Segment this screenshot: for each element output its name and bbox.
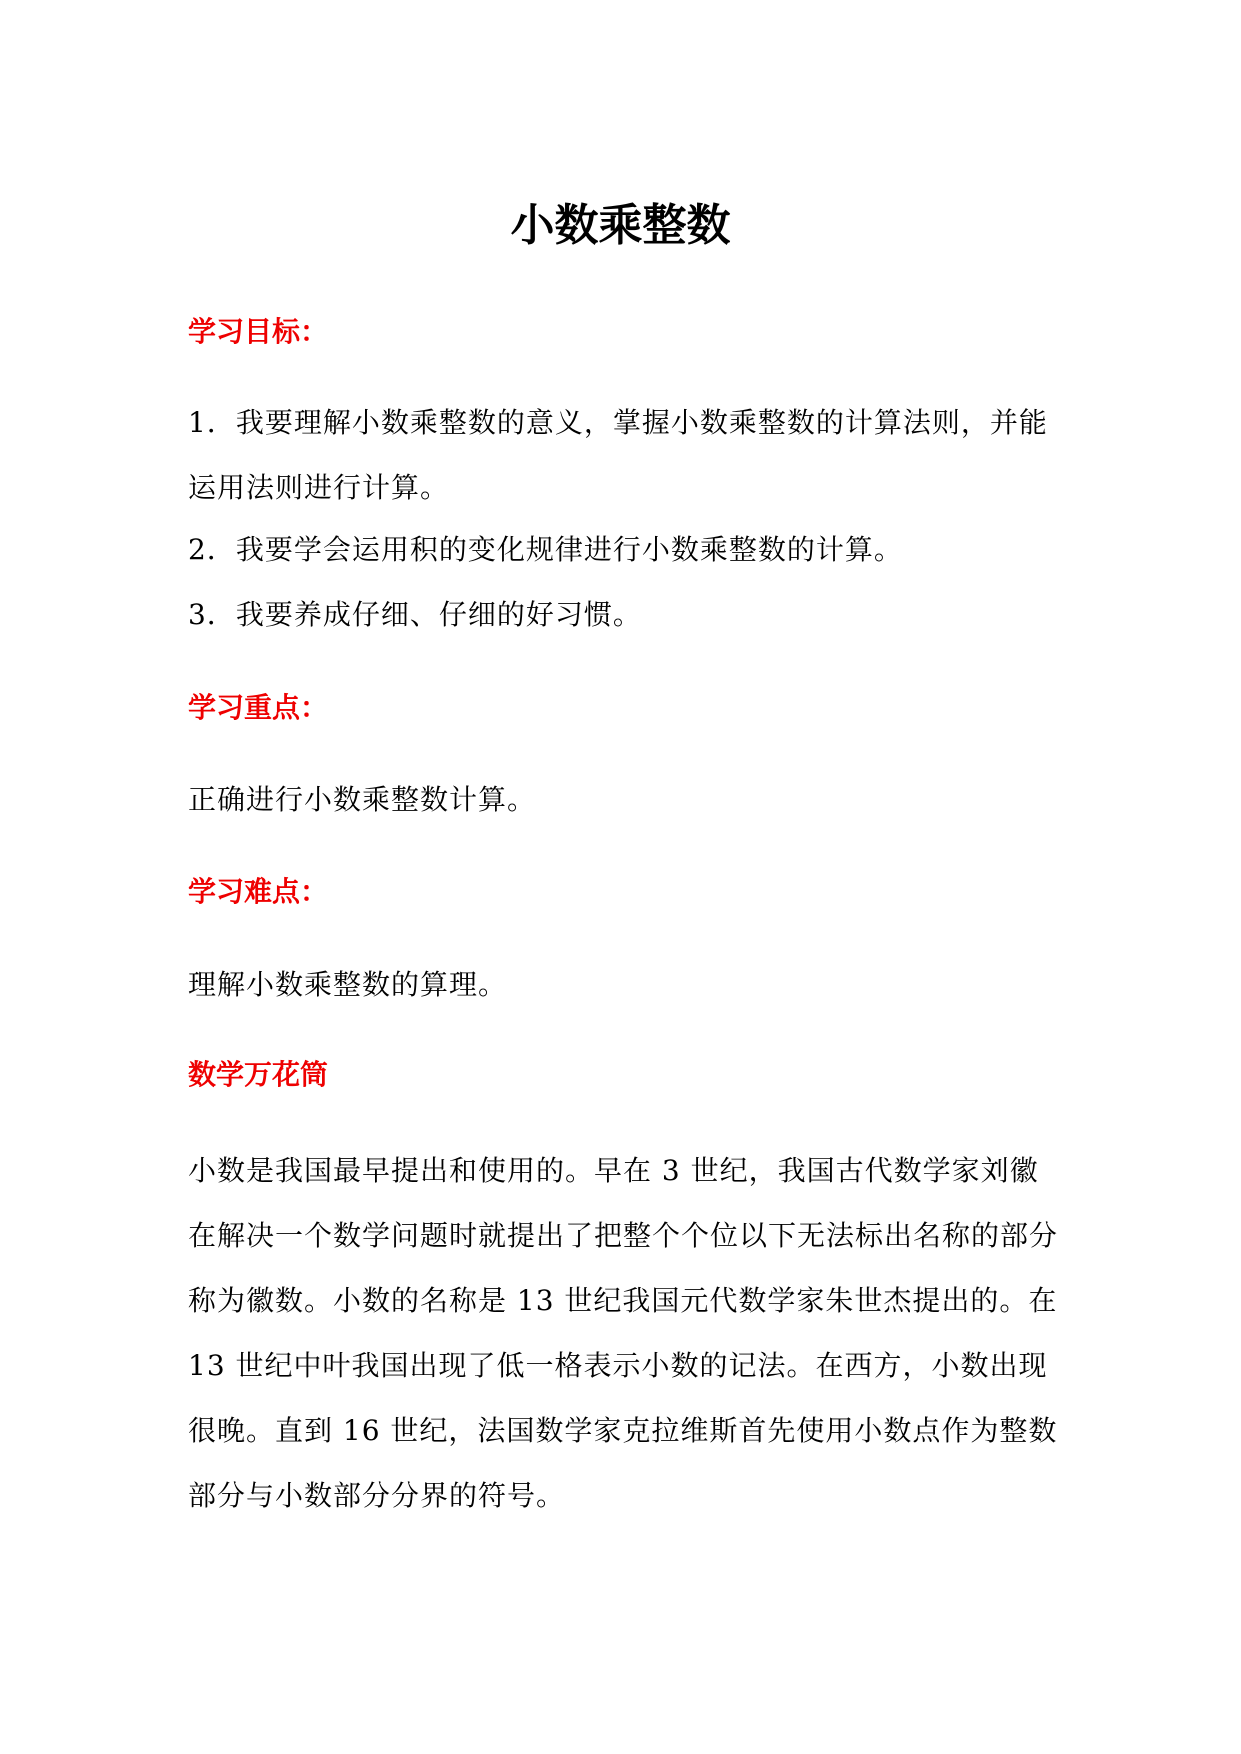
objectives-heading: 学习目标： xyxy=(188,315,329,348)
kaleidoscope-heading: 数学万花筒 xyxy=(188,1058,329,1091)
key-point-text: 正确进行小数乘整数计算。 xyxy=(188,783,537,816)
objective-item-2: 2．我要学会运用积的变化规律进行小数乘整数的计算。 xyxy=(188,533,903,566)
kaleidoscope-text: 小数是我国最早提出和使用的。早在 3 世纪，我国古代数学家刘徽在解决一个数学问题时就提出了把整个个位以下无法标出名称的部分称为徽数。小数的名称是 13 世纪我国元代数学家朱世杰提出的。在 13 世纪中叶我国出现了低一格表示小数的记法。在西方，小数出现很晚。直到 16 世纪，法国数学家克拉维斯首先使用小数点作为整数部分与小数部分分界的符号。 xyxy=(188,1154,1059,1512)
difficulty-heading: 学习难点： xyxy=(188,875,329,908)
difficulty-text: 理解小数乘整数的算理。 xyxy=(188,968,508,1001)
key-point-heading: 学习重点： xyxy=(188,691,329,724)
page-title: 小数乘整数 xyxy=(510,200,731,251)
objective-item-3: 3．我要养成仔细、仔细的好习惯。 xyxy=(188,598,642,631)
objective-item-1: 1．我要理解小数乘整数的意义，掌握小数乘整数的计算法则，并能运用法则进行计算。 xyxy=(188,406,1048,504)
